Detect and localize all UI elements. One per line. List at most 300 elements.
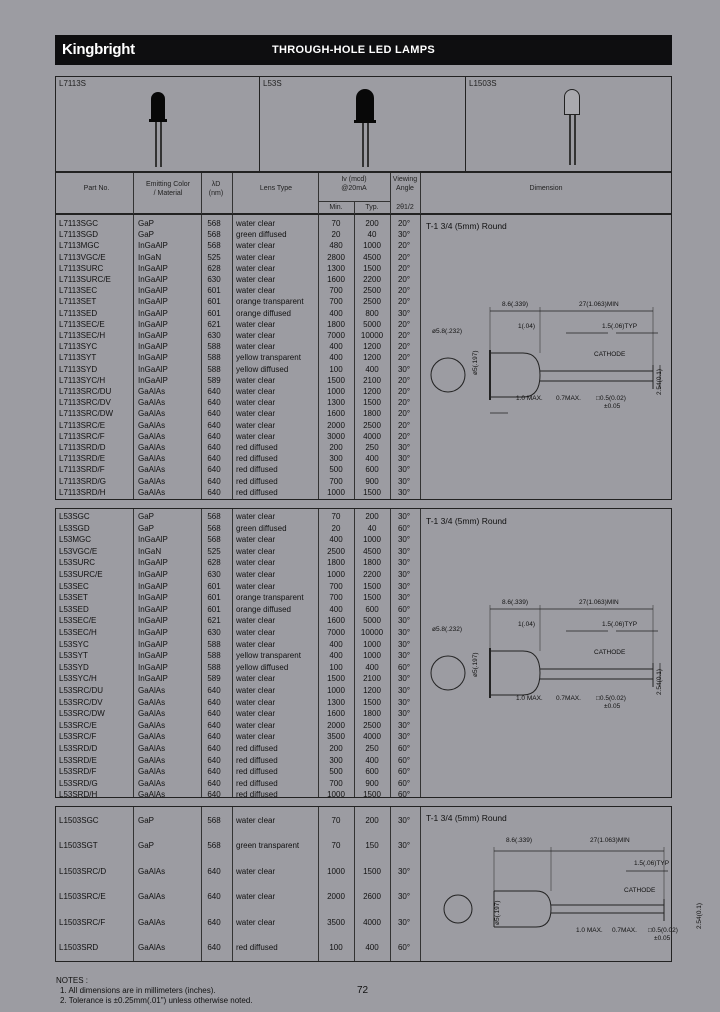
cell-min: 700: [329, 297, 343, 307]
dim-lead-spacing: 1.5(.06)TYP: [634, 860, 670, 867]
col-dimension: Dimension: [529, 185, 563, 192]
cell-mat: GaAlAs: [138, 866, 166, 876]
cell-wl: 628: [207, 263, 221, 273]
cell-lens: red diffused: [236, 755, 278, 765]
dim-body-dia: ø5(.197): [494, 900, 501, 925]
cell-lens: water clear: [236, 409, 276, 419]
dim-lead-spacing: 1.5(.06)TYP: [602, 323, 638, 330]
cell-part: L53SRC/F: [59, 732, 97, 742]
cell-part: L7113SRD/G: [59, 476, 106, 486]
divider: [232, 215, 233, 499]
notes-heading: NOTES :: [56, 976, 89, 985]
cell-wl: 588: [207, 639, 221, 649]
table-row: [56, 487, 673, 498]
brand-logo: Kingbright: [62, 41, 135, 58]
cell-wl: 640: [207, 398, 221, 408]
divider: [354, 201, 355, 215]
dim-lead-size: □0.5(0.02): [596, 395, 626, 402]
col-angle-sym: 2θ1/2: [396, 204, 414, 211]
dim-pitch: 2.54(0.1): [656, 668, 663, 695]
cell-wl: 640: [207, 778, 221, 788]
cell-wl: 588: [207, 651, 221, 661]
cell-part: L53SED: [59, 604, 89, 614]
divider: [420, 215, 421, 499]
cell-typ: 2100: [363, 375, 381, 385]
cell-lens: water clear: [236, 697, 276, 707]
cell-mat: InGaAlP: [138, 604, 168, 614]
cell-part: L53SURC/E: [59, 570, 103, 579]
cell-lens: water clear: [236, 275, 276, 284]
table-row: [56, 263, 673, 274]
cell-part: L53SEC: [59, 581, 89, 591]
cell-wl: 640: [207, 476, 221, 486]
cell-mat: InGaAlP: [138, 570, 168, 579]
cell-typ: 400: [365, 943, 379, 952]
cell-min: 300: [329, 755, 343, 765]
cell-lens: orange transparent: [236, 297, 304, 307]
cell-ang: 20°: [397, 286, 411, 296]
cell-typ: 1200: [363, 686, 381, 695]
col-emitting-color: Emitting Color: [146, 181, 190, 188]
divider: [420, 509, 421, 797]
divider: [133, 173, 134, 215]
cell-min: 100: [329, 943, 343, 952]
cell-part: L1503SRC/E: [59, 892, 106, 902]
divider: [318, 807, 319, 961]
dim-lead-size: □0.5(0.02): [596, 695, 626, 702]
cell-typ: 1800: [363, 409, 381, 419]
lamp-lead: [155, 122, 157, 167]
cell-lens: yellow transparent: [236, 353, 301, 363]
cell-min: 500: [329, 767, 343, 777]
cell-wl: 588: [207, 364, 221, 374]
cell-ang: 30°: [397, 720, 411, 730]
table-row: [56, 815, 673, 826]
cell-ang: 20°: [397, 297, 411, 307]
cell-part: L7113SRD/F: [59, 465, 105, 475]
lamp-lead: [160, 122, 162, 167]
cell-ang: 20°: [397, 398, 411, 408]
cell-min: 1000: [327, 866, 345, 876]
cell-min: 1500: [327, 375, 345, 385]
cell-mat: InGaAlP: [138, 375, 168, 385]
cell-lens: red diffused: [236, 476, 278, 486]
cell-min: 400: [329, 639, 343, 649]
cell-wl: 630: [207, 275, 221, 284]
cell-typ: 1200: [363, 353, 381, 363]
divider: [390, 173, 391, 215]
cell-part: L7113SGD: [59, 230, 98, 240]
cell-part: L7113SYC: [59, 342, 98, 352]
cell-mat: InGaAlP: [138, 674, 168, 684]
cell-typ: 1500: [363, 487, 381, 497]
cell-mat: GaAlAs: [138, 476, 166, 486]
dim-max-2: 0.7MAX.: [556, 695, 581, 702]
cell-lens: green diffused: [236, 523, 287, 533]
cell-part: L53SRC/DV: [59, 697, 103, 707]
cell-wl: 640: [207, 892, 221, 902]
cell-wl: 621: [207, 616, 221, 626]
cell-lens: red diffused: [236, 465, 278, 475]
cell-part: L1503SRD: [59, 943, 99, 952]
cell-mat: GaP: [138, 512, 155, 521]
col-wavelength: λD: [211, 181, 221, 188]
cell-wl: 601: [207, 286, 221, 296]
cell-min: 1000: [327, 686, 345, 695]
table-row: [56, 442, 673, 453]
section-l7113s: [55, 214, 672, 500]
cell-ang: 30°: [397, 816, 411, 825]
cell-wl: 640: [207, 697, 221, 707]
cell-part: L7113SURC/E: [59, 275, 111, 284]
table-row: [56, 534, 673, 545]
cell-wl: 640: [207, 790, 221, 800]
cell-ang: 30°: [397, 535, 411, 545]
cell-ang: 30°: [397, 674, 411, 684]
divider: [390, 807, 391, 961]
cell-min: 1600: [327, 616, 345, 626]
cell-wl: 640: [207, 767, 221, 777]
cell-ang: 30°: [397, 686, 411, 695]
cell-wl: 640: [207, 409, 221, 419]
cell-ang: 30°: [397, 454, 411, 464]
cell-typ: 2100: [363, 674, 381, 684]
lamp-flange: [149, 119, 167, 122]
table-row: [56, 546, 673, 557]
cell-part: L53SGC: [59, 512, 90, 521]
cell-typ: 600: [365, 604, 379, 614]
cell-mat: GaAlAs: [138, 398, 166, 408]
cell-mat: GaAlAs: [138, 744, 166, 753]
col-material: / Material: [153, 190, 183, 197]
col-viewing: Viewing: [392, 176, 418, 183]
cell-min: 700: [329, 581, 343, 591]
cell-ang: 30°: [397, 512, 411, 521]
cell-typ: 1500: [363, 593, 381, 603]
cell-part: L7113SED: [59, 308, 98, 318]
divider: [390, 215, 391, 499]
dimension-drawing: [428, 293, 668, 423]
cell-ang: 30°: [397, 616, 411, 626]
cell-mat: InGaAlP: [138, 364, 168, 374]
cell-wl: 525: [207, 546, 221, 556]
dim-body-dia: ø5(.197): [472, 350, 479, 375]
cell-lens: water clear: [236, 252, 276, 262]
cell-min: 400: [329, 342, 343, 352]
cell-wl: 568: [207, 523, 221, 533]
cell-typ: 250: [365, 443, 379, 452]
cell-ang: 30°: [397, 465, 411, 475]
cell-mat: GaAlAs: [138, 917, 166, 927]
cell-ang: 20°: [397, 263, 411, 273]
cell-min: 700: [329, 778, 343, 788]
section-3-rows: [56, 815, 421, 960]
cell-typ: 1000: [363, 535, 381, 545]
section-1-rows: [56, 218, 421, 498]
cell-lens: water clear: [236, 535, 276, 545]
cell-typ: 4000: [363, 732, 381, 742]
dim-lead-spacing: 1.5(.06)TYP: [602, 621, 638, 628]
cell-typ: 10000: [360, 331, 384, 340]
cell-part: L53SRD/H: [59, 790, 98, 800]
cell-ang: 60°: [397, 744, 411, 753]
product-panel-3: [465, 76, 672, 172]
cell-typ: 2500: [363, 286, 381, 296]
cell-wl: 640: [207, 443, 221, 452]
lamp-3mm-body: [151, 92, 165, 122]
cell-typ: 1800: [363, 709, 381, 719]
cell-typ: 600: [365, 767, 379, 777]
cell-typ: 10000: [360, 628, 384, 637]
cell-min: 1300: [327, 398, 345, 408]
cell-ang: 20°: [397, 409, 411, 419]
cell-typ: 5000: [363, 319, 381, 329]
table-row: [56, 511, 673, 522]
cell-ang: 30°: [397, 917, 411, 927]
cell-part: L53SRD/G: [59, 778, 98, 788]
dim-tolerance: ±0.05: [604, 403, 621, 410]
cell-ang: 30°: [397, 581, 411, 591]
divider: [232, 509, 233, 797]
cathode-label: CATHODE: [624, 887, 656, 894]
cell-part: L7113SYT: [59, 353, 97, 363]
cell-part: L7113SEC/H: [59, 331, 106, 340]
cell-lens: yellow diffused: [236, 364, 289, 374]
product-label-2: L53S: [263, 79, 282, 88]
cell-wl: 640: [207, 454, 221, 464]
cell-typ: 1200: [363, 342, 381, 352]
section-2-rows: [56, 511, 421, 800]
cell-part: L7113SEC: [59, 286, 98, 296]
cell-mat: GaAlAs: [138, 732, 166, 742]
note-2: 2. Tolerance is ±0.25mm(.01") unless otherwise noted.: [60, 996, 253, 1005]
cell-min: 3500: [327, 917, 345, 927]
cell-ang: 30°: [397, 570, 411, 579]
divider: [390, 509, 391, 797]
cell-wl: 601: [207, 604, 221, 614]
cell-lens: water clear: [236, 720, 276, 730]
cell-typ: 400: [365, 662, 379, 672]
cell-part: L7113SRD/H: [59, 487, 106, 497]
cell-part: L7113SGC: [59, 219, 98, 228]
cell-part: L1503SGT: [59, 841, 98, 851]
cell-typ: 400: [365, 454, 379, 464]
cathode-label: CATHODE: [594, 351, 626, 358]
divider: [318, 509, 319, 797]
cell-typ: 2500: [363, 720, 381, 730]
cell-part: L53SRD/E: [59, 755, 97, 765]
cell-mat: InGaAlP: [138, 331, 168, 340]
cell-mat: InGaAlP: [138, 558, 168, 568]
cell-typ: 800: [365, 308, 379, 318]
cell-ang: 30°: [397, 546, 411, 556]
cell-typ: 40: [367, 523, 377, 533]
cell-part: L1503SGC: [59, 816, 99, 825]
cell-ang: 30°: [397, 697, 411, 707]
cell-ang: 20°: [397, 241, 411, 251]
cell-min: 1600: [327, 275, 345, 284]
cell-part: L53SYC/H: [59, 674, 97, 684]
table-row: [56, 274, 673, 285]
divider: [420, 173, 421, 215]
cell-part: L7113SYD: [59, 364, 98, 374]
cell-lens: water clear: [236, 398, 276, 408]
cell-typ: 4000: [363, 917, 381, 927]
cell-min: 2000: [327, 420, 345, 430]
cell-ang: 20°: [397, 319, 411, 329]
cell-min: 70: [331, 512, 341, 521]
cell-mat: GaP: [138, 841, 155, 851]
cell-part: L7113SRC/F: [59, 431, 105, 441]
cell-ang: 60°: [397, 604, 411, 614]
col-intensity: Iv (mcd): [341, 176, 367, 183]
cell-wl: 640: [207, 744, 221, 753]
cell-lens: yellow transparent: [236, 651, 301, 661]
cell-ang: 20°: [397, 431, 411, 441]
col-min: Min.: [329, 204, 343, 211]
col-lens-type: Lens Type: [259, 185, 293, 192]
cell-min: 1000: [327, 790, 345, 800]
cell-lens: red diffused: [236, 943, 278, 952]
cell-wl: 568: [207, 241, 221, 251]
cell-wl: 640: [207, 943, 221, 952]
cell-typ: 150: [365, 841, 379, 851]
table-row: [56, 731, 673, 742]
divider: [318, 173, 319, 215]
cell-part: L7113SRC/E: [59, 420, 106, 430]
cathode-label: CATHODE: [594, 649, 626, 656]
cell-ang: 30°: [397, 732, 411, 742]
dim-flange-dia: ø5.8(.232): [432, 626, 462, 633]
cell-min: 2800: [327, 252, 345, 262]
divider: [201, 173, 202, 215]
cell-typ: 250: [365, 744, 379, 753]
lamp-lead: [574, 115, 576, 165]
cell-part: L1503SRC/F: [59, 917, 106, 927]
cell-typ: 4500: [363, 252, 381, 262]
table-row: [56, 557, 673, 568]
cell-min: 1500: [327, 674, 345, 684]
table-row: [56, 476, 673, 487]
cell-wl: 601: [207, 593, 221, 603]
cell-ang: 20°: [397, 420, 411, 430]
cell-typ: 1500: [363, 263, 381, 273]
table-row: [56, 464, 673, 475]
cell-min: 1000: [327, 387, 345, 396]
cell-typ: 900: [365, 778, 379, 788]
cell-ang: 20°: [397, 275, 411, 284]
dim-tolerance: ±0.05: [604, 703, 621, 710]
cell-mat: GaAlAs: [138, 778, 166, 788]
cell-wl: 630: [207, 570, 221, 579]
cell-wl: 630: [207, 331, 221, 340]
cell-part: L53SGD: [59, 523, 90, 533]
cell-wl: 568: [207, 535, 221, 545]
cell-ang: 30°: [397, 230, 411, 240]
cell-mat: GaAlAs: [138, 892, 166, 902]
table-row: [56, 218, 673, 229]
cell-lens: water clear: [236, 263, 276, 273]
cell-lens: green transparent: [236, 841, 300, 851]
cell-min: 700: [329, 286, 343, 296]
cell-wl: 589: [207, 375, 221, 385]
cell-wl: 640: [207, 917, 221, 927]
dim-flange: 1(.04): [518, 323, 535, 330]
cell-typ: 4000: [363, 431, 381, 441]
divider: [354, 215, 355, 499]
cell-part: L7113MGC: [59, 241, 100, 251]
cell-min: 1300: [327, 263, 345, 273]
package-title: T-1 3/4 (5mm) Round: [426, 221, 507, 231]
cell-lens: water clear: [236, 570, 276, 579]
cell-typ: 40: [367, 230, 377, 240]
page-title: THROUGH-HOLE LED LAMPS: [272, 44, 436, 56]
cell-part: L53VGC/E: [59, 546, 98, 556]
cell-mat: GaP: [138, 523, 155, 533]
section-l1503s: [55, 806, 703, 962]
cell-mat: GaAlAs: [138, 431, 166, 441]
cell-lens: water clear: [236, 639, 276, 649]
cell-part: L53SRC/E: [59, 720, 97, 730]
table-header: [55, 172, 672, 214]
cell-wl: 640: [207, 709, 221, 719]
col-angle: Angle: [396, 185, 414, 192]
divider: [318, 215, 319, 499]
dim-body-dia: ø5(.197): [472, 652, 479, 677]
cell-part: L53SRD/D: [59, 744, 98, 753]
dim-max-2: 0.7MAX.: [612, 927, 637, 934]
cell-lens: water clear: [236, 546, 276, 556]
table-row: [56, 229, 673, 240]
dim-max: 1.0 MAX.: [516, 695, 543, 702]
cell-wl: 568: [207, 816, 221, 825]
divider: [133, 807, 134, 961]
dim-lead-size: □0.5(0.02): [648, 927, 678, 934]
cell-mat: InGaAlP: [138, 593, 168, 603]
dim-length: 8.6(.339): [506, 837, 533, 844]
cell-ang: 30°: [397, 476, 411, 486]
cell-min: 200: [329, 443, 343, 452]
cell-mat: GaAlAs: [138, 454, 166, 464]
cell-lens: water clear: [236, 866, 276, 876]
cell-wl: 568: [207, 512, 221, 521]
cell-part: L7113SRC/DV: [59, 398, 111, 408]
cell-part: L7113SURC: [59, 263, 104, 273]
cell-ang: 30°: [397, 628, 411, 637]
cell-wl: 601: [207, 308, 221, 318]
cell-ang: 60°: [397, 523, 411, 533]
lamp-lead: [569, 115, 571, 165]
cell-mat: InGaAlP: [138, 616, 168, 626]
cell-ang: 20°: [397, 353, 411, 363]
cell-part: L7113SRC/DW: [59, 409, 114, 419]
table-row: [56, 252, 673, 263]
cell-min: 2500: [327, 546, 345, 556]
divider: [133, 509, 134, 797]
cell-typ: 2600: [363, 892, 381, 902]
divider: [201, 215, 202, 499]
cell-mat: InGaN: [138, 252, 162, 262]
table-row: [56, 453, 673, 464]
cell-ang: 20°: [397, 387, 411, 396]
cell-wl: 640: [207, 387, 221, 396]
cell-lens: water clear: [236, 709, 276, 719]
product-label-3: L1503S: [469, 79, 497, 88]
divider: [354, 509, 355, 797]
cell-part: L7113SRD/E: [59, 454, 106, 464]
col-typ: Typ.: [365, 204, 379, 211]
cell-lens: water clear: [236, 342, 276, 352]
